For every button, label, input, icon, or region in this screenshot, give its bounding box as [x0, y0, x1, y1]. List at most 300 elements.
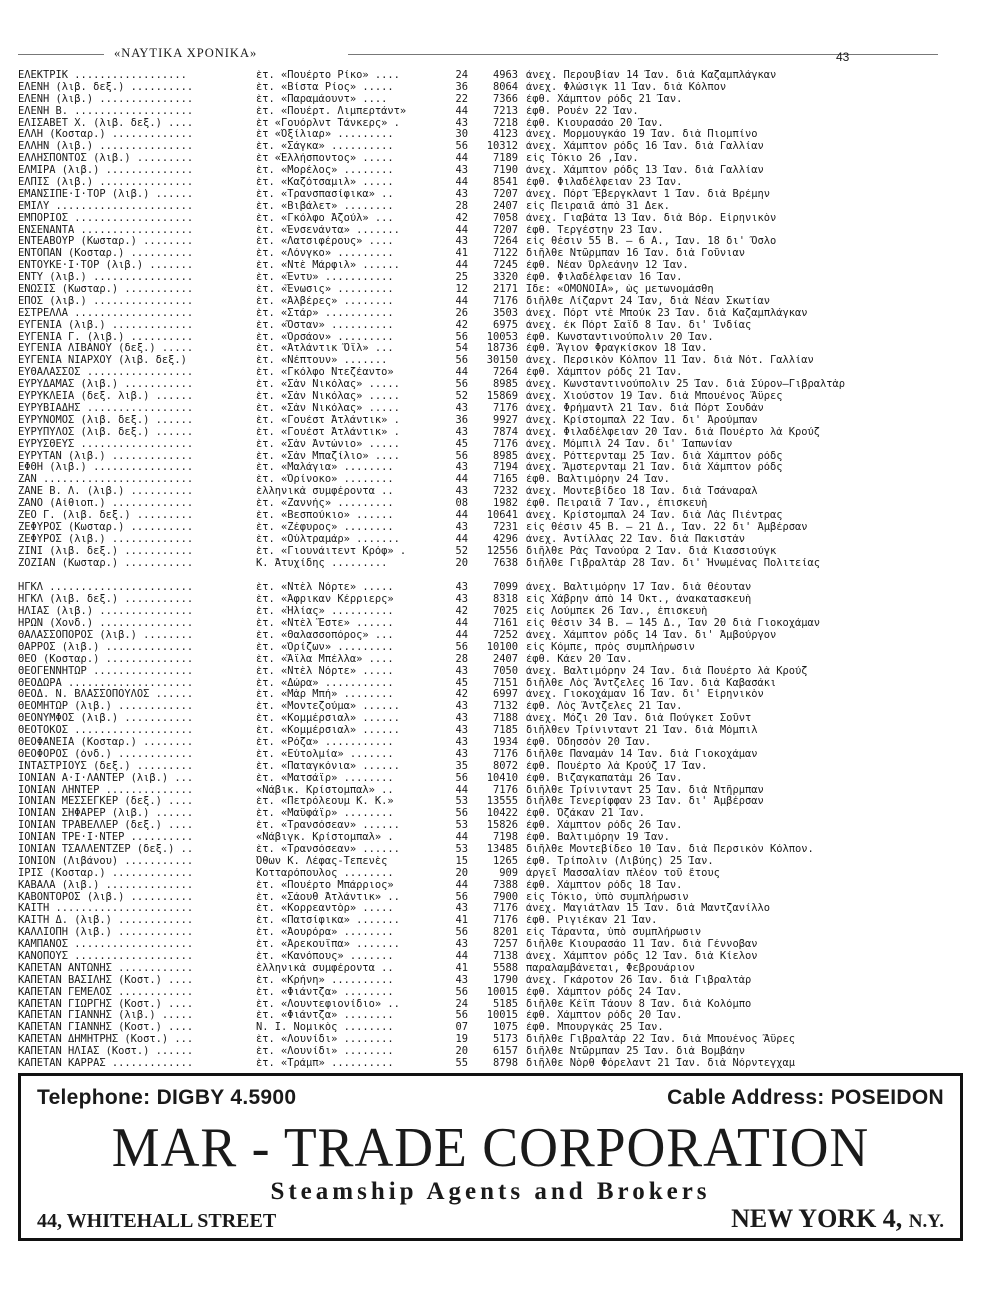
ship-name: ΚΑΝΟΠΟΥΣ ...................	[18, 951, 194, 963]
ship-status: διῆλθε Γιβραλτὰρ 22 Ἰαν. διὰ Μπουένος Ἄϋρες	[526, 1034, 795, 1046]
ship-owner: «Νάβικ. Κρίστομπαλ» ..	[256, 784, 394, 796]
ship-status: ἀνεχ. Χιούστον 19 Ἰαν. διὰ Μπουένος Ἄϋρες	[526, 391, 783, 403]
registry-row	[18, 82, 982, 94]
ship-owner: ἑτ. «Ματσάϊρ» ........	[256, 772, 394, 784]
page-number: 43	[836, 50, 850, 64]
ship-owner: ἑτ. «Σάουθ Ἀτλάντικ» ..	[256, 891, 400, 903]
ship-status: εἰς Πειραιᾶ ἀπὸ 31 Δεκ.	[526, 200, 670, 212]
ad-city	[731, 1204, 944, 1234]
ship-owner: ἑτ. «Φιάντζα» ........	[256, 1010, 394, 1022]
ship-name: ΕΥΡΥΝΟΜΟΣ (λιβ. δεξ.) ......	[18, 414, 194, 426]
ship-tonnage: 10015	[486, 986, 518, 998]
ship-name: ΖΕΦΥΡΟΣ (Κωσταρ.) ..........	[18, 521, 194, 533]
ship-year: 44	[455, 260, 468, 272]
registry-row	[18, 927, 982, 939]
ship-year: 56	[455, 808, 468, 820]
registry-row	[18, 153, 982, 165]
ship-year: 43	[455, 236, 468, 248]
ship-tonnage: 1790	[492, 974, 518, 986]
ship-year: 24	[455, 998, 468, 1010]
ship-year: 56	[455, 1010, 468, 1022]
ship-name: ΕΜΠΟΡΙΟΣ ...................	[18, 212, 194, 224]
registry-row	[18, 1058, 982, 1070]
ship-tonnage: 6157	[492, 1046, 518, 1058]
ship-owner: ἑτ. «Γουέστ Ἀτλάντικ» .	[256, 426, 400, 438]
ship-status: ἐφθ. Πουέρτο λὰ Κρούζ 17 Ἰαν.	[526, 760, 708, 772]
ship-status: ἀνεχ. Βαλτιμόρην 24 Ἰαν. διὰ Πουέρτο λὰ Κρούζ	[526, 665, 808, 677]
registry-row	[18, 773, 982, 785]
ship-tonnage: 7900	[492, 891, 518, 903]
registry-row	[18, 963, 982, 975]
ship-status: ἀνεχ. Ρόττερνταμ 25 Ἰαν. διὰ Χάμπτον ρόδς	[526, 450, 783, 462]
registry-row	[18, 486, 982, 498]
ship-year: 44	[455, 832, 468, 844]
ship-year: 08	[455, 498, 468, 510]
ship-owner: ἑτ. «Λουνίδι» ........	[256, 1034, 394, 1046]
ship-owner: ἑτ. «Μορέλος» ........	[256, 165, 394, 177]
ship-tonnage: 7207	[492, 188, 518, 200]
ship-status: εἰς Χάβρην ἀπὸ 14 Ὀκτ., ἀνακατασκευὴ	[526, 594, 752, 606]
ship-tonnage: 8798	[492, 1058, 518, 1070]
ship-owner: ἑτ. «Σάγκα» ..........	[256, 141, 394, 153]
ship-status: διῆλθε Τρίνινταντ 25 Ἰαν. διὰ Ντῆρμπαν	[526, 784, 764, 796]
ship-owner: ἑτ. «Ντὲλ Ἔστε» ......	[256, 618, 394, 630]
ship-status: εἰς Τόκιο, ὑπὸ συμπλήρωσιν	[526, 891, 689, 903]
registry-row	[18, 666, 982, 678]
ship-name: ΘΕΟΤΟΚΟΣ ...................	[18, 725, 194, 737]
ship-owner: ἑτ. «Ὀρσάον» .........	[256, 331, 394, 343]
ad-subtitle: Steamship Agents and Brokers	[270, 1178, 711, 1205]
ship-owner: ἑτ. «Μαϋφάϊρ» ........	[256, 808, 394, 820]
ship-owner: ἑτ. «Σὰν Νικόλας» .....	[256, 402, 400, 414]
ship-owner: ἑτ. «Τρανσόσεαν» ......	[256, 820, 400, 832]
ship-tonnage: 7132	[492, 701, 518, 713]
journal-title: «ΝΑΥΤΙΚΑ ΧΡΟΝΙΚΑ»	[114, 46, 258, 60]
ship-owner: ἑτ. «Λουνίδι» ........	[256, 1046, 394, 1058]
ship-tonnage: 1265	[492, 855, 518, 867]
registry-row	[18, 236, 982, 248]
ship-owner: ἑτ. «Τρανσόσεαν» ......	[256, 844, 400, 855]
ship-year: 24	[455, 70, 468, 81]
ship-owner: ἑτ. «Ὀρίζων» .........	[256, 641, 394, 653]
ship-year: 44	[455, 474, 468, 486]
ship-status: ἀνεχ. Ἄμστερνταμ 21 Ἰαν. διὰ Χάμπτον ρόδς	[526, 462, 783, 474]
ship-owner: ἑτ. «Βίστα Ρίος» .....	[256, 81, 394, 93]
registry-row	[18, 880, 982, 892]
ship-name: ΗΡΩΝ (Χονδ.) ...............	[18, 618, 194, 630]
ship-owner: ἑτ. «Πουέρτ. Λιμπερτάντ»	[256, 105, 407, 117]
ship-year: 43	[455, 521, 468, 533]
ship-owner: ἑτ. «Παταγκόνια» ......	[256, 760, 400, 772]
ship-name: ΕΛΕΝΗ Β. ...................	[18, 105, 194, 117]
ship-status: διῆλθε Λὸς Ἄντζελες 16 Ἰαν. διὰ Καβασάκι	[526, 677, 777, 689]
registry-row	[18, 296, 982, 308]
ship-status: ἐφθ. Ὀδησσὸν 20 Ἰαν.	[526, 736, 652, 748]
ship-year: 53	[455, 796, 468, 808]
ship-tonnage: 4123	[492, 129, 518, 141]
ship-owner: ἑτ. «Ἀφρικαν Κέρριερς»	[256, 594, 394, 606]
ship-tonnage: 18736	[486, 343, 518, 355]
registry-row	[18, 462, 982, 474]
ship-status: διῆλθεν Τρίνινταντ 21 Ἰαν. διὰ Μόμπιλ	[526, 725, 758, 737]
ship-year: 43	[455, 117, 468, 129]
registry-row	[18, 213, 982, 225]
registry-row	[18, 355, 982, 367]
ship-status: ἐφθ. Ρουέν 22 Ἰαν.	[526, 105, 639, 117]
ship-tonnage: 15826	[486, 820, 518, 832]
ship-status: ἀνεχ. Μόμπιλ 24 Ἰαν. δι' Ἰαπωνίαν	[526, 438, 733, 450]
ship-owner: ἑτ. «Νέπτουν» .......	[256, 355, 388, 367]
ship-owner: ἑτ. «Πουέρτο Μπάρριος»	[256, 879, 394, 891]
registry-row	[18, 785, 982, 797]
ship-tonnage: 7165	[492, 474, 518, 486]
registry-row	[18, 892, 982, 904]
ship-year: 15	[455, 855, 468, 867]
ship-name: ΕΥΓΕΝΙΑ (λιβ.) .............	[18, 319, 194, 331]
ship-name: ΕΥΡΥΣΘΕΥΣ ..................	[18, 438, 194, 450]
ship-name: ΕΛΛΗΣΠΟΝΤΟΣ (λιβ.) .........	[18, 153, 194, 165]
ship-status: ἐφθ. Βαλτιμόρην 19 Ἰαν.	[526, 832, 670, 844]
ship-owner: ἑτ «Γουόρλντ Τάνκερς» .	[256, 117, 400, 129]
ship-tonnage: 7388	[492, 879, 518, 891]
ship-owner: Ὄθων Κ. Λέφας-Τεπενὲς	[256, 855, 388, 867]
ship-name: ΕΝΤΟΥΚΕ·Ι·ΤΟΡ (λιβ.) .......	[18, 260, 194, 272]
ship-tonnage: 10100	[486, 641, 518, 653]
ship-tonnage: 10641	[486, 509, 518, 521]
ship-name: ΚΑΠΕΤΑΝ ΒΑΣΙΛΗΣ (Κοστ.) ....	[18, 974, 194, 986]
ship-year: 44	[455, 105, 468, 117]
ship-owner: ἑτ. «Κρήνη» ..........	[256, 974, 394, 986]
ship-owner: ἑτ. «Μαλάγια» ........	[256, 462, 394, 474]
registry-row	[18, 915, 982, 927]
ship-name: ΕΝΤΟΠΑΝ (Κοσταρ.) ..........	[18, 248, 194, 260]
ship-tonnage: 7025	[492, 606, 518, 618]
ship-name: ΙΟΝΙΑΝ Α·Ι·ΛΑΝΤΕΡ (λιβ.) ...	[18, 772, 194, 784]
registry-row	[18, 189, 982, 201]
ship-owner: ἑτ. «Παραμάουντ» ....	[256, 93, 388, 105]
ship-status: εἰς Λούμπεκ 26 Ἰαν., ἐπισκευὴ	[526, 606, 708, 618]
ship-tonnage: 7264	[492, 367, 518, 379]
ship-name: ΚΑΠΕΤΑΝ ΚΑΡΡΑΣ .............	[18, 1058, 194, 1070]
ship-status: ἐφθ. Βαλτιμόρην 24 Ἰαν.	[526, 474, 670, 486]
registry-row	[18, 451, 982, 463]
ship-owner: ἑτ. «Λατσιφέρους» ....	[256, 236, 394, 248]
ship-name: ΚΑΛΛΙΟΠΗ (λιβ.) ............	[18, 927, 194, 939]
ship-tonnage: 7058	[492, 212, 518, 224]
ad-city-name: NEW YORK 4,	[731, 1204, 903, 1233]
ship-status: ἀνεχ. Γκάροτον 26 Ἰαν. διὰ Γιβραλτὰρ	[526, 974, 752, 986]
ship-name: ΕΛΕΚΤΡΙΚ ..................	[18, 70, 187, 81]
ship-owner: ἑτ. «Έντυ» ...........	[256, 272, 394, 284]
registry-row	[18, 391, 982, 403]
registry-row	[18, 820, 982, 832]
ship-status: ἀνεχ. Βαλτιμόρην 17 Ἰαν. διὰ Θέουταν	[526, 582, 752, 594]
ship-name: ΕΣΤΡΕΛΛΑ ...................	[18, 307, 194, 319]
ship-status: ἀνεχ. Χάμπτον ρόδς 14 Ἰαν. δι' Ἀμβούργον	[526, 629, 777, 641]
ship-tonnage: 6997	[492, 689, 518, 701]
ship-name: ΕΛΛΗΝ (λιβ.) ...............	[18, 141, 194, 153]
ship-year: 43	[455, 462, 468, 474]
ship-tonnage: 8072	[492, 760, 518, 772]
ship-name: ΖΑΝΟ (Αἰθιοπ.) .............	[18, 498, 194, 510]
ship-tonnage: 7213	[492, 105, 518, 117]
ship-name: ΙΡΙΣ (Κοσταρ.) .............	[18, 867, 194, 879]
ship-status: διῆλθε Μοντεβίδεο 10 Ἰαν. διὰ Περσικὸν Κόλπον.	[526, 844, 814, 855]
registry-row	[18, 367, 982, 379]
registry-row	[18, 808, 982, 820]
registry-row	[18, 558, 982, 570]
ship-owner: ἑτ. «Εὐτολμία» .......	[256, 748, 394, 760]
ship-year: 44	[455, 177, 468, 189]
ship-name: ΕΝΣΕΝΑΝΤΑ ..................	[18, 224, 194, 236]
ship-name: ΙΟΝΙΟΝ (Λιβάνου) ...........	[18, 855, 194, 867]
ship-owner: ἑτ. «Κομμέρσιαλ» ......	[256, 725, 400, 737]
registry-row	[18, 582, 982, 594]
ship-name: ΕΛΙΣΑΒΕΤ Χ. (λιβ. δεξ.) ....	[18, 117, 194, 129]
ship-year: 44	[455, 629, 468, 641]
ship-tonnage: 7099	[492, 582, 518, 594]
ship-owner: ἑτ. «Βιβάλετ» ........	[256, 200, 394, 212]
ship-name: ΕΛΕΝΗ (λιβ. δεξ.) ..........	[18, 81, 194, 93]
ship-name: ΖΕΟ Γ. (λιβ. δεξ.) .........	[18, 509, 194, 521]
ship-name: ΖΙΝΙ (λιβ. δεξ.) ...........	[18, 545, 194, 557]
registry-row	[18, 1022, 982, 1034]
ship-registry-table	[18, 70, 982, 1070]
ship-status: διῆλθε Ρὰς Τανούρα 2 Ἰαν. διὰ Κιασσιούγκ	[526, 545, 777, 557]
ship-owner: ἑτ. «Στάρ» ...........	[256, 307, 394, 319]
ship-owner: ἑτ. «Ζαννής» .........	[256, 498, 394, 510]
ship-status: διῆλθε Ντῶρμπαν 25 Ἰαν. διὰ Βομβάην	[526, 1046, 745, 1058]
ship-tonnage: 15869	[486, 391, 518, 403]
ship-year: 56	[455, 891, 468, 903]
ship-tonnage: 2171	[492, 284, 518, 296]
ship-tonnage: 4296	[492, 533, 518, 545]
ship-name: ΙΟΝΙΑΝ ΤΡΑΒΕΛΛΕΡ (δεξ.) ....	[18, 820, 194, 832]
ship-tonnage: 7194	[492, 462, 518, 474]
ship-status: εἰς θέσιν 55 Β. — 6 Α., Ἰαν. 18 δι' Ὄσλο	[526, 236, 777, 248]
ship-year: 28	[455, 653, 468, 665]
ship-owner: ἑτ. «Πουέρτο Ρίκο» ....	[256, 70, 400, 81]
ship-status: ἐφθ. Τεργέστην 23 Ἰαν.	[526, 224, 664, 236]
ship-name: ΙΟΝΙΑΝ ΜΕΣΣΕΓΚΕΡ (δεξ.) ....	[18, 796, 194, 808]
ship-owner: ἑτ. «Ἀουρόρα» ........	[256, 927, 394, 939]
ship-status: ἐφθ. Χάμπτον ρόδς 18 Ἰαν.	[526, 879, 683, 891]
ship-tonnage: 8985	[492, 379, 518, 391]
ship-year: 45	[455, 677, 468, 689]
ship-year: 43	[455, 701, 468, 713]
ship-owner: ἑτ. «Τρανσπασίφικα» ..	[256, 188, 394, 200]
ship-name: ΚΑΠΕΤΑΝ ΑΝΤΩΝΗΣ ............	[18, 962, 194, 974]
ship-year: 56	[455, 331, 468, 343]
ship-name: ΚΑΒΑΛΑ (λιβ.) ..............	[18, 879, 194, 891]
ship-tonnage: 7218	[492, 117, 518, 129]
ship-name: ΘΕΟΝΥΜΦΟΣ (λιβ.) ...........	[18, 713, 194, 725]
registry-row	[18, 94, 982, 106]
ship-status: ἐφθ. Φιλαδέλφειαν 23 Ἰαν.	[526, 177, 683, 189]
ship-tonnage: 13485	[486, 844, 518, 855]
ship-year: 43	[455, 713, 468, 725]
registry-row	[18, 678, 982, 690]
ship-owner: ἑτ. «Μοντεζούμα» ......	[256, 701, 400, 713]
ship-name: ΘΕΟΓΕΝΝΗΤΩΡ ................	[18, 665, 194, 677]
ship-year: 43	[455, 974, 468, 986]
ship-tonnage: 7189	[492, 153, 518, 165]
ship-tonnage: 3503	[492, 307, 518, 319]
ship-year: 43	[455, 165, 468, 177]
ship-name: ΘΕΟ (Κοσταρ.) ..............	[18, 653, 194, 665]
ship-year: 36	[455, 414, 468, 426]
ad-state: N.Y.	[908, 1211, 944, 1232]
registry-row	[18, 999, 982, 1011]
ship-owner: ἑτ. «Ἕνωσις» .........	[256, 284, 394, 296]
registry-row	[18, 332, 982, 344]
ship-tonnage: 7185	[492, 725, 518, 737]
ship-year: 44	[455, 951, 468, 963]
ship-name: ΕΥΓΕΝΙΑ Γ. (λιβ.) ..........	[18, 331, 194, 343]
ship-owner: ἑτ. «Γκόλφο Ντεζέαντο»	[256, 367, 394, 379]
ship-tonnage: 7050	[492, 665, 518, 677]
ship-status: ἐφθ. Κωνσταντινούπολιν 20 Ἰαν.	[526, 331, 714, 343]
registry-row	[18, 141, 982, 153]
registry-row	[18, 201, 982, 213]
ship-status: ἀνεχ. Φλώσιγκ 11 Ἰαν. διὰ Κόλπον	[526, 81, 727, 93]
ship-owner: ἑλληνικὰ συμφέροντα ..	[256, 486, 394, 498]
ship-tonnage: 7245	[492, 260, 518, 272]
ship-owner: ἑτ. «Γουέστ Ἀτλάντικ» .	[256, 414, 400, 426]
ship-year: 56	[455, 927, 468, 939]
ship-name: ΙΝΤΑΣΤΡΙΟΥΣ (δεξ.) .........	[18, 760, 194, 772]
ship-owner: ἑτ. «Μὰρ Μπή» ........	[256, 689, 394, 701]
ship-name: ΘΑΡΡΟΣ (λιβ.) ..............	[18, 641, 194, 653]
ship-tonnage: 7161	[492, 618, 518, 630]
registry-row	[18, 522, 982, 534]
ship-name: ΖΟΖΙΑΝ (Κωσταρ.) ...........	[18, 557, 194, 569]
ship-owner: ἑτ. «Σὰν Νικόλας» .....	[256, 379, 400, 391]
ship-year: 42	[455, 319, 468, 331]
page-header	[18, 44, 982, 66]
ship-year: 41	[455, 962, 468, 974]
ship-status: ἐφθ. Ἅγιον Φραγκίσκον 18 Ἰαν.	[526, 343, 708, 355]
ship-name: ΕΛΛΗ (Κοσταρ.) .............	[18, 129, 194, 141]
registry-row	[18, 1046, 982, 1058]
registry-row	[18, 749, 982, 761]
ship-owner: ἑτ. «Ντὲλ Νόρτε» .....	[256, 582, 394, 594]
ship-name: ΗΓΚΛ (λιβ. δεξ.) ...........	[18, 594, 194, 606]
ship-owner: ἑτ. «Σὰν Μπαζίλιο» ....	[256, 450, 400, 462]
ship-name: ΕΛΜΙΡΑ (λιβ.) ..............	[18, 165, 194, 177]
registry-row	[18, 546, 982, 558]
ship-status: ἀνεχ. Περουβίαν 14 Ἰαν. διὰ Καζαμπλάγκαν	[526, 70, 777, 81]
ship-tonnage: 3320	[492, 272, 518, 284]
ship-tonnage: 909	[499, 867, 518, 879]
ship-year: 53	[455, 844, 468, 855]
registry-row	[18, 951, 982, 963]
ship-tonnage: 7264	[492, 236, 518, 248]
ship-name: ΕΝΤΥ (λιβ.) ................	[18, 272, 194, 284]
advertisement-box	[18, 1073, 963, 1241]
ship-name: ΕΥΡΥΒΙΑΔΗΣ .................	[18, 402, 194, 414]
ship-year: 41	[455, 915, 468, 927]
ship-status: ἐφθ. Χάμπτον ρόδς 21 Ἰαν.	[526, 367, 683, 379]
ship-tonnage: 10422	[486, 808, 518, 820]
registry-row	[18, 796, 982, 808]
ship-status: διῆλθε Κέϊπ Τάουν 8 Ἰαν. διὰ Κολόμπο	[526, 998, 752, 1010]
ship-tonnage: 7638	[492, 557, 518, 569]
ship-tonnage: 7176	[492, 915, 518, 927]
ship-owner: ἑτ. «Ἐνσενάντα» .......	[256, 224, 400, 236]
ship-tonnage: 8201	[492, 927, 518, 939]
ship-tonnage: 1934	[492, 736, 518, 748]
ship-name: ΘΕΟΦΑΝΕΙΑ (Κοσταρ.) ........	[18, 736, 194, 748]
registry-row	[18, 654, 982, 666]
ship-owner: ἑτ. «Πατσίφικα» .......	[256, 915, 400, 927]
ship-name: ΚΑΠΕΤΑΝ ΔΗΜΗΤΡΗΣ (Κοστ.) ...	[18, 1034, 194, 1046]
ship-owner: ἑτ. «Γιουνάιτεντ Κρόφ» .	[256, 545, 407, 557]
ship-tonnage: 8318	[492, 594, 518, 606]
ship-owner: ἑλληνικὰ συμφέροντα ..	[256, 962, 394, 974]
ship-tonnage: 7176	[492, 438, 518, 450]
ship-status: Ἴδε: «ΟΜΟΝΟΙΑ», ὡς μετωνομάσθη	[526, 284, 714, 296]
ship-status: ἐφθ. Πειραιᾶ 7 Ἰαν., ἐπισκευὴ	[526, 498, 708, 510]
ship-name: ΕΥΘΑΛΑΣΣΟΣ .................	[18, 367, 194, 379]
ship-name: ΙΟΝΙΑΝ ΤΡΕ·Ι·ΝΤΕΡ ..........	[18, 832, 194, 844]
ship-year: 56	[455, 450, 468, 462]
registry-row	[18, 106, 982, 118]
ship-status: ἀνεχ. Μορμουγκάο 19 Ἰαν. διὰ Πιομπίνο	[526, 129, 758, 141]
ship-owner: ἑτ. «Καζότσαμιλ» .....	[256, 177, 394, 189]
registry-row	[18, 832, 982, 844]
ship-status: ἐφθ. Κιουρασάο 20 Ἰαν.	[526, 117, 664, 129]
registry-row	[18, 129, 982, 141]
ship-name: ΖΑΝΕ Β. Λ. (λιβ.) ..........	[18, 486, 194, 498]
ship-year: 43	[455, 725, 468, 737]
ship-year: 44	[455, 618, 468, 630]
ship-tonnage: 10053	[486, 331, 518, 343]
ship-tonnage: 7151	[492, 677, 518, 689]
ship-status: ἐφθ. Βιζαγκαπατὰμ 26 Ἰαν.	[526, 772, 683, 784]
registry-row	[18, 761, 982, 773]
ship-name: ΕΛΠΙΣ (λιβ.) ...............	[18, 177, 194, 189]
ship-year: 26	[455, 307, 468, 319]
ship-name: ΘΑΛΑΣΣΟΠΟΡΟΣ (λιβ.) ........	[18, 629, 194, 641]
ship-year: 44	[455, 533, 468, 545]
registry-row	[18, 474, 982, 486]
registry-row	[18, 975, 982, 987]
ship-owner: ἑτ. «Ἀλβέρες» ........	[256, 295, 394, 307]
ship-tonnage: 8541	[492, 177, 518, 189]
ship-owner: ἑτ. «Σὰν Νικόλας» .....	[256, 391, 400, 403]
ship-tonnage: 7190	[492, 165, 518, 177]
ship-year: 42	[455, 606, 468, 618]
ship-status: ἀνεχ. Χάμπτον ρόδς 16 Ἰαν. διὰ Γαλλίαν	[526, 141, 764, 153]
registry-row	[18, 248, 982, 260]
ship-status: εἰς Τόκιο 26 ,Ιαν.	[526, 153, 639, 165]
ship-status: ἐφθ. Νέαν Ὀρλεάνην 12 Ἰαν.	[526, 260, 689, 272]
registry-row	[18, 70, 982, 82]
ship-name: ΕΥΓΕΝΙΑ ΛΙΒΑΝΟΥ (δεξ.) .....	[18, 343, 194, 355]
ship-name: ΕΠΟΣ (λιβ.) ................	[18, 295, 194, 307]
ship-name: ΚΑΜΠΑΝΟΣ ...................	[18, 939, 194, 951]
ship-tonnage: 7176	[492, 903, 518, 915]
ship-owner: ἑτ. «Κανόπους» .......	[256, 951, 394, 963]
registry-row	[18, 1010, 982, 1022]
header-rule-left	[18, 54, 104, 55]
ship-tonnage: 7188	[492, 713, 518, 725]
ship-status: εἰς Κόμπε, πρὸς συμπλήρωσιν	[526, 641, 695, 653]
registry-row	[18, 343, 982, 355]
ship-owner: ἑτ. «Κορρεαντὸρ» .....	[256, 903, 394, 915]
registry-row	[18, 403, 982, 415]
